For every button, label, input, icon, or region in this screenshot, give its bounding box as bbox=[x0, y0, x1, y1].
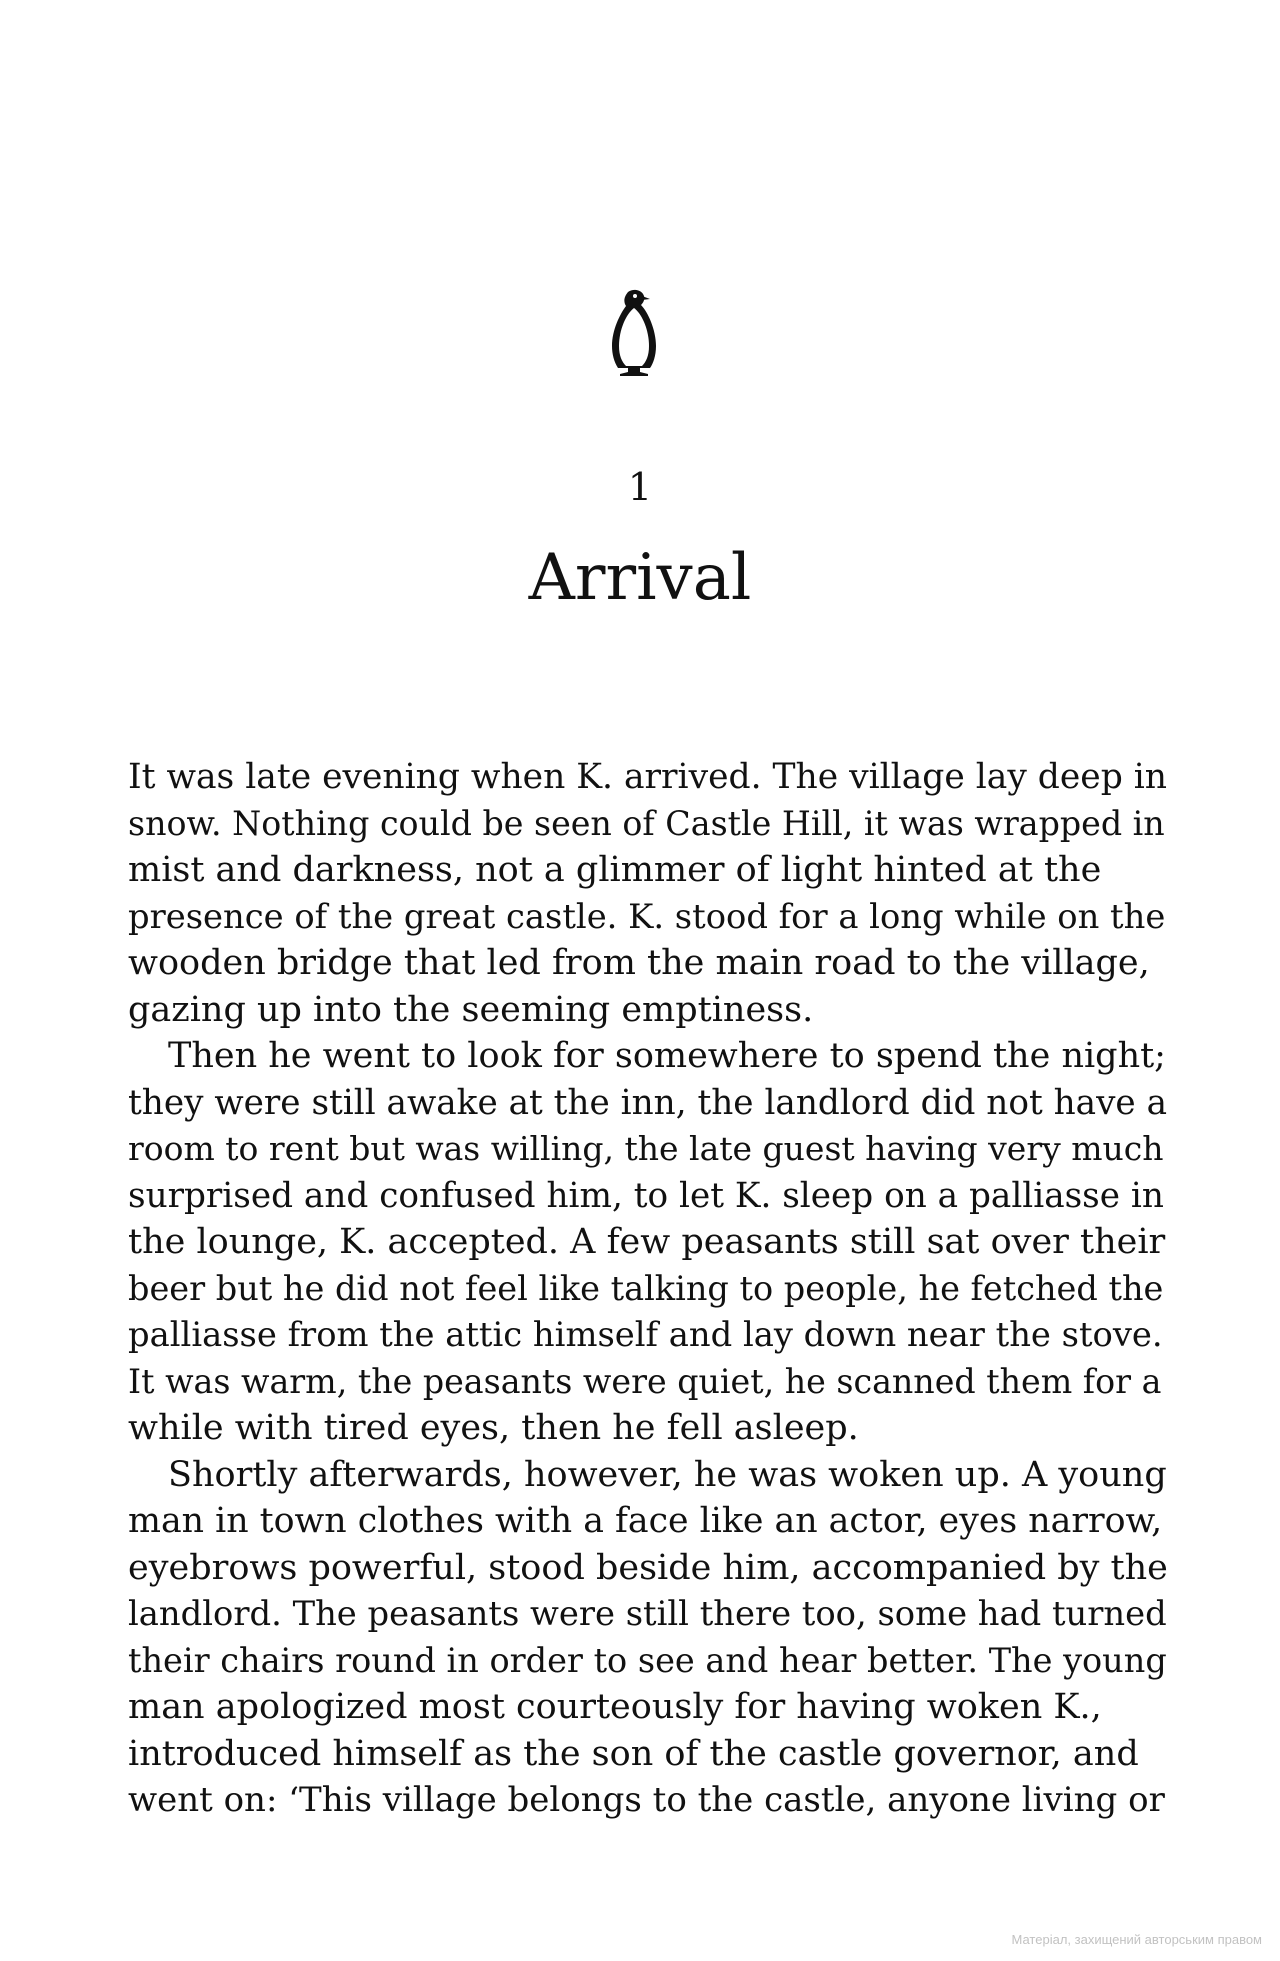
text-line: their chairs round in order to see and hear better. The young bbox=[128, 1640, 1167, 1680]
text-line: palliasse from the attic himself and lay down near the stove. bbox=[128, 1315, 1163, 1354]
text-line: mist and darkness, not a glimmer of light hinted at the bbox=[128, 850, 1102, 890]
chapter-body-text bbox=[128, 754, 1168, 1824]
text-line: eyebrows powerful, stood beside him, accompanied by the bbox=[128, 1547, 1168, 1588]
chapter-number: 1 bbox=[627, 465, 653, 509]
text-line: landlord. The peasants were still there too, some had turned bbox=[128, 1594, 1167, 1633]
chapter-title: Arrival bbox=[528, 541, 752, 615]
text-line: beer but he did not feel like talking to people, he fetched the bbox=[128, 1268, 1164, 1308]
text-line: wooden bridge that led from the main road to the village, bbox=[128, 943, 1150, 983]
penguin-logo-icon bbox=[604, 286, 664, 382]
paragraph bbox=[128, 1033, 1168, 1452]
text-line: snow. Nothing could be seen of Castle Hill, it was wrapped in bbox=[128, 803, 1165, 843]
text-line: while with tired eyes, then he fell asleep. bbox=[128, 1408, 859, 1448]
text-line: went on: ‘This village belongs to the castle, anyone living or bbox=[128, 1780, 1165, 1820]
text-line: man apologized most courteously for having woken K., bbox=[128, 1687, 1102, 1727]
text-line: man in town clothes with a face like an actor, eyes narrow, bbox=[128, 1501, 1163, 1541]
text-line: presence of the great castle. K. stood for a long while on the bbox=[128, 896, 1166, 936]
text-line: introduced himself as the son of the castle governor, and bbox=[128, 1733, 1139, 1774]
paragraph bbox=[128, 754, 1168, 1033]
text-line: Shortly afterwards, however, he was woken up. A young bbox=[168, 1454, 1167, 1495]
text-line: surprised and confused him, to let K. sleep on a palliasse in bbox=[128, 1175, 1164, 1216]
text-line: Then he went to look for somewhere to spend the night; bbox=[168, 1036, 1166, 1076]
text-line: they were still awake at the inn, the landlord did not have a bbox=[128, 1082, 1168, 1123]
text-line: room to rent but was willing, the late guest having very much bbox=[128, 1129, 1164, 1168]
text-line: gazing up into the seeming emptiness. bbox=[128, 989, 814, 1030]
text-line: the lounge, K. accepted. A few peasants still sat over their bbox=[128, 1222, 1166, 1262]
text-line: It was late evening when K. arrived. The village lay deep in bbox=[128, 757, 1168, 797]
text-line: It was warm, the peasants were quiet, he scanned them for a bbox=[128, 1361, 1162, 1401]
copyright-watermark: Матеріал, захищений авторським правом bbox=[1011, 1932, 1262, 1947]
paragraph bbox=[128, 1452, 1168, 1824]
